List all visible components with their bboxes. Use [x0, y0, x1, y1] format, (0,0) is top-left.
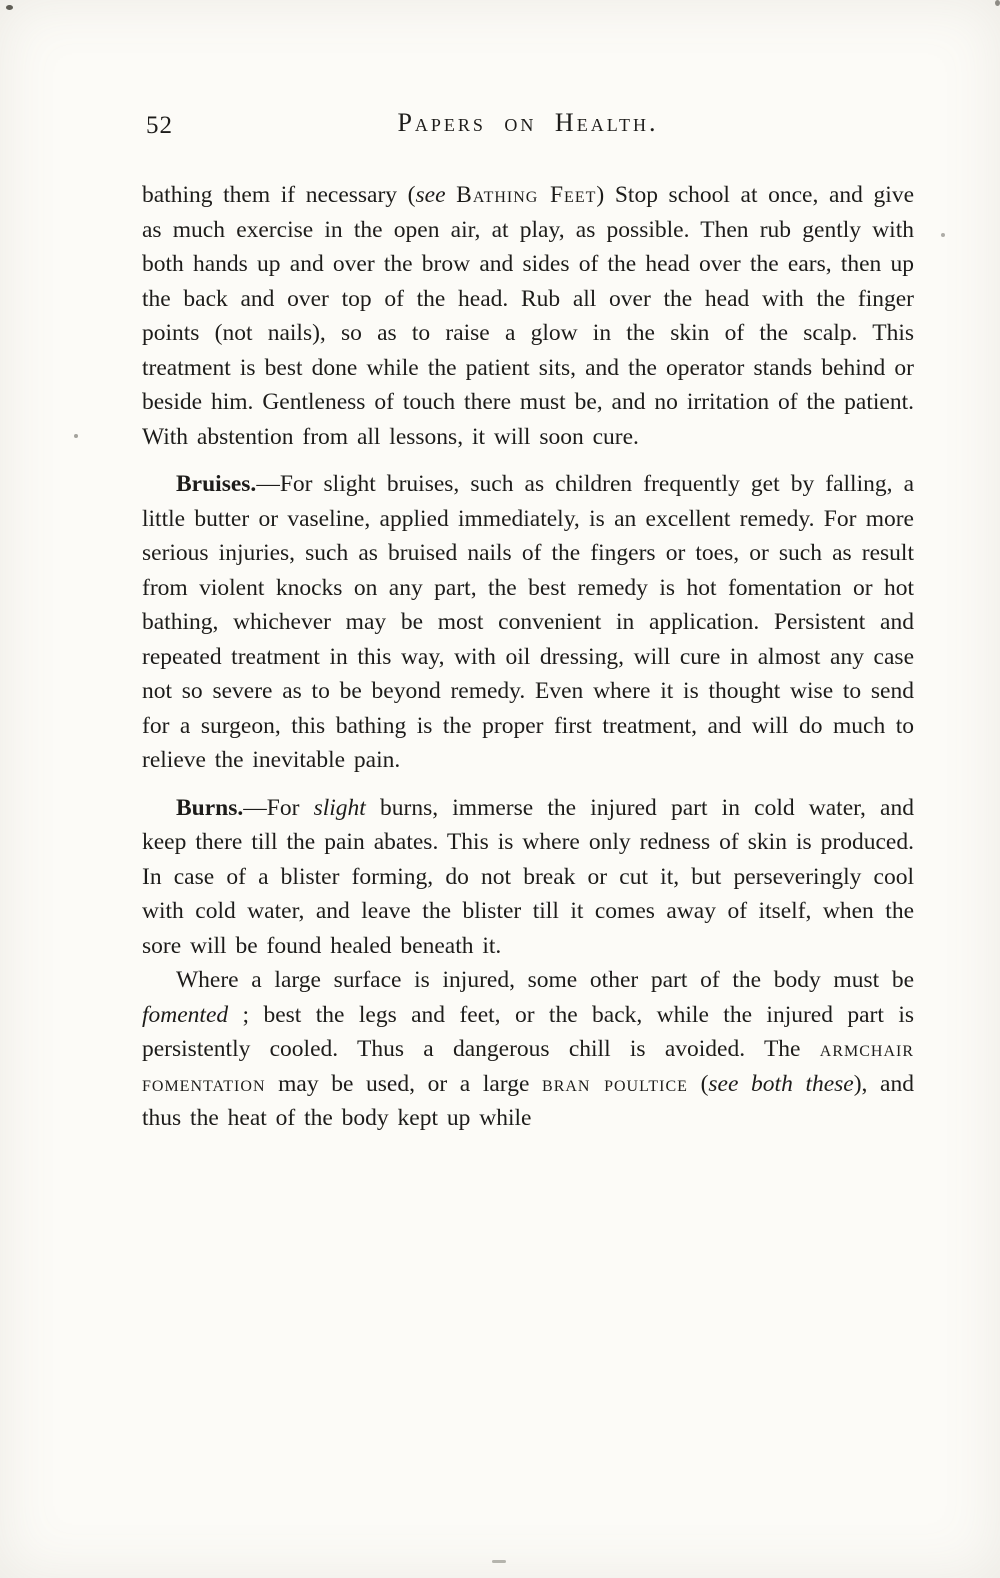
- text-segment-plain: —For: [243, 794, 314, 821]
- text-segment-smallcaps: armchair fomentation: [142, 1036, 914, 1097]
- page-number: 52: [146, 112, 173, 139]
- text-segment-plain: may be used, or a large: [265, 1070, 543, 1097]
- burns-paragraph: [142, 791, 914, 964]
- text-segment-plain: [446, 182, 457, 208]
- scan-speck: [995, 0, 1000, 6]
- text-segment-plain: bathing them if necessary (: [142, 182, 416, 208]
- page-content: [142, 108, 914, 1136]
- scan-speck: [941, 233, 945, 237]
- text-segment-plain: burns, immerse the injured part in cold water, and keep there till the pain abates. This is where only redness of skin is produced. In case of a blister forming, do not break or cut it, but perseveringly cool with cold water, and leave the blister till it comes away of itself, when the sore will be found healed beneath it.: [142, 794, 914, 959]
- text-segment-plain: ) Stop school at once, and give as much exercise in the open air, at play, as possible. Then rub gently with both hands up and over the brow and sides of the head over the ears, then up the back and over top of the head. Rub all over the head with the finger points (not nails), so as to raise a glow in the skin of the scalp. This treatment is best done while the patient sits, and the operator stands behind or beside him. Gentleness of touch there must be, and no irritation of the patient. With abstention from all lessons, it will soon cure.: [142, 182, 914, 450]
- scan-speck: [492, 1560, 506, 1563]
- scan-speck: [74, 434, 78, 438]
- text-segment-smallcaps: Bathing Feet: [456, 182, 597, 208]
- page-body: [142, 178, 914, 1136]
- continuation-paragraph: [142, 178, 914, 454]
- text-segment-plain: ), and thus the heat of the body kept up while: [142, 1070, 914, 1131]
- text-segment-bold: Burns.: [176, 794, 244, 821]
- text-segment-italic: see: [415, 182, 446, 208]
- scan-speck: [6, 5, 13, 10]
- large-surface-paragraph: [142, 963, 914, 1136]
- text-segment-italic: slight: [313, 794, 366, 821]
- text-segment-italic: see both these: [708, 1070, 854, 1097]
- text-segment-italic: fomented: [142, 1001, 229, 1028]
- text-segment-plain: Where a large surface is injured, some other part of the body must be: [176, 967, 914, 993]
- text-segment-plain: —For slight bruises, such as children frequently get by falling, a little butter or vaseline, applied immediately, is an excellent remedy. For more serious injuries, such as bruised nails of the fingers or toes, or such as result from violent knocks on any part, the best remedy is hot fomentation or hot bathing, whichever may be most convenient in application. Persistent and repeated treatment in this way, with oil dressing, will cure in almost any case not so severe as to be beyond remedy. Even where it is thought wise to send for a surgeon, this bathing is the proper first treatment, and will do much to relieve the inevitable pain.: [142, 471, 914, 773]
- bruises-paragraph: [142, 467, 914, 778]
- text-segment-plain: (: [687, 1070, 709, 1097]
- running-title: Papers on Health.: [397, 108, 659, 137]
- text-segment-smallcaps: bran poultice: [542, 1070, 688, 1097]
- page-header: [142, 108, 914, 148]
- text-segment-bold: Bruises.: [176, 471, 257, 497]
- text-segment-plain: ; best the legs and feet, or the back, while the injured part is persistently cooled. Thus a dangerous chill is avoided. The: [142, 1001, 914, 1062]
